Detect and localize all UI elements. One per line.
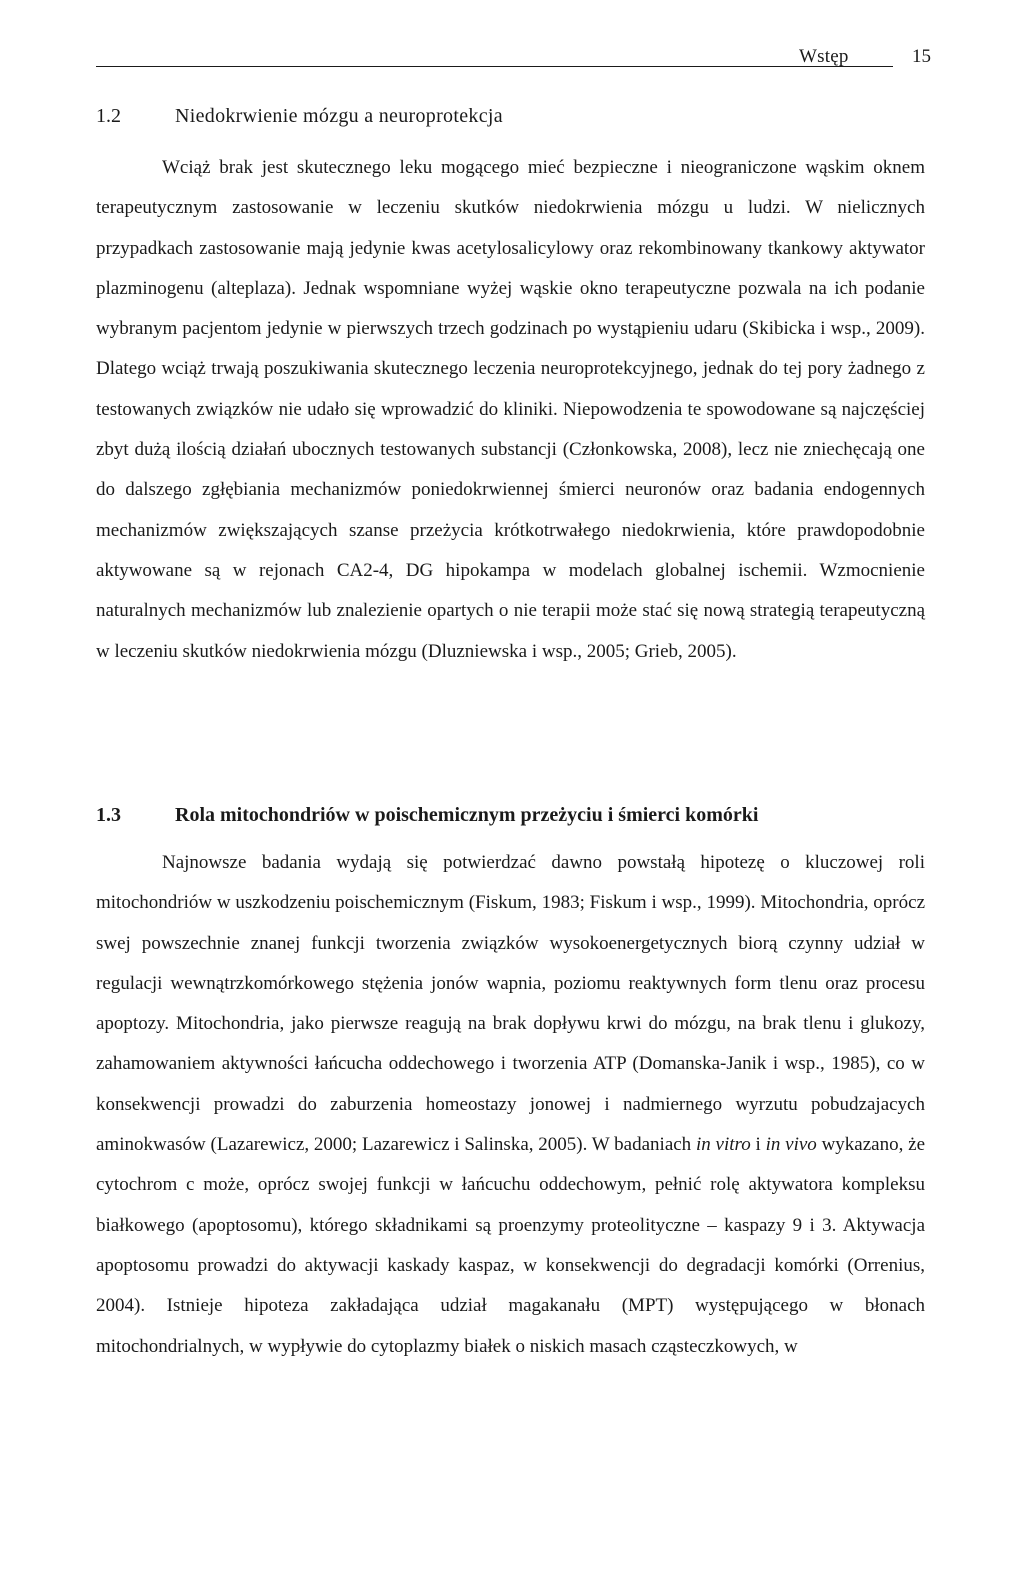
section-number: 1.3 [96,804,121,826]
running-header-title: Wstęp [799,46,849,67]
paragraph-text: wykazano, że cytochrom c może, oprócz swojej funkcji w łańcuchu oddechowym, pełnić rolę aktywatora kompleksu białkowego (apoptosomu), którego składnikami są proenzymy proteolityczne – kaspazy 9 i 3. Aktywacja apoptosomu prowadzi do aktywacji kaskady kaspaz, w konsekwencji do degradacji komórki (Orrenius, 2004). Istnieje hipoteza zakładająca udział magakanału (MPT) występującego w błonach mitochondrialnych, w wypływie do cytoplazmy białek o niskich masach cząsteczkowych, w [96,1134,925,1357]
paragraph-text: Najnowsze badania wydają się potwierdzać dawno powstałą hipotezę o kluczowej roli mitochondriów w uszkodzeniu poischemicznym (Fiskum, 1983; Fiskum i wsp., 1999). Mitochondria, oprócz swej powszechnie znanej funkcji tworzenia związków wysokoenergetycznych biorą czynny udział w regulacji wewnątrzkomórkowego stężenia jonów wapnia, poziomu reaktywnych form tlenu oraz procesu apoptozy. Mitochondria, jako pierwsze reagują na brak dopływu krwi do mózgu, na brak tlenu i glukozy, zahamowaniem aktywności łańcucha oddechowego i tworzenia ATP (Domanska-Janik i wsp., 1985), co w konsekwencji prowadzi do zaburzenia homeostazy jonowej i nadmiernego wyrzutu pobudzajacych aminokwasów (Lazarewicz, 2000; Lazarewicz i Salinska, 2005). W badaniach [96,852,925,1156]
italic-term: in vivo [765,1134,817,1156]
section-number: 1.2 [96,105,121,127]
section-title: Rola mitochondriów w poischemicznym przeżyciu i śmierci komórki [175,804,759,826]
italic-term: in vitro [695,1134,751,1156]
section-title: Niedokrwienie mózgu a neuroprotekcja [175,105,503,127]
body-paragraph [96,843,925,1367]
header-rule [96,66,893,67]
page-number: 15 [912,46,931,67]
body-paragraph: Wciąż brak jest skutecznego leku mogącego mieć bezpieczne i nieograniczone wąskim oknem terapeutycznym zastosowanie w leczeniu skutków niedokrwienia mózgu u ludzi. W nielicznych przypadkach zastosowanie mają jedynie kwas acetylosalicylowy oraz rekombinowany tkankowy aktywator plazminogenu (alteplaza). Jednak wspomniane wyżej wąskie okno terapeutyczne pozwala na ich podanie wybranym pacjentom jedynie w pierwszych trzech godzinach po wystąpieniu udaru (Skibicka i wsp., 2009). Dlatego wciąż trwają poszukiwania skutecznego leczenia neuroprotekcyjnego, jednak do tej pory żadnego z testowanych związków nie udało się wprowadzić do kliniki. Niepowodzenia te spowodowane są najczęściej zbyt dużą ilością działań ubocznych testowanych substancji (Członkowska, 2008), lecz nie zniechęcają one do dalszego zgłębiania mechanizmów poniedokrwiennej śmierci neuronów oraz badania endogennych mechanizmów zwiększających szanse przeżycia krótkotrwałego niedokrwienia, które prawdopodobnie aktywowane są w rejonach CA2-4, DG hipokampa w modelach globalnej ischemii. Wzmocnienie naturalnych mechanizmów lub znalezienie opartych o nie terapii może stać się nową strategią terapeutyczną w leczeniu skutków niedokrwienia mózgu (Dluzniewska i wsp., 2005; Grieb, 2005). [96,157,925,662]
paragraph-text: i [750,1134,766,1156]
